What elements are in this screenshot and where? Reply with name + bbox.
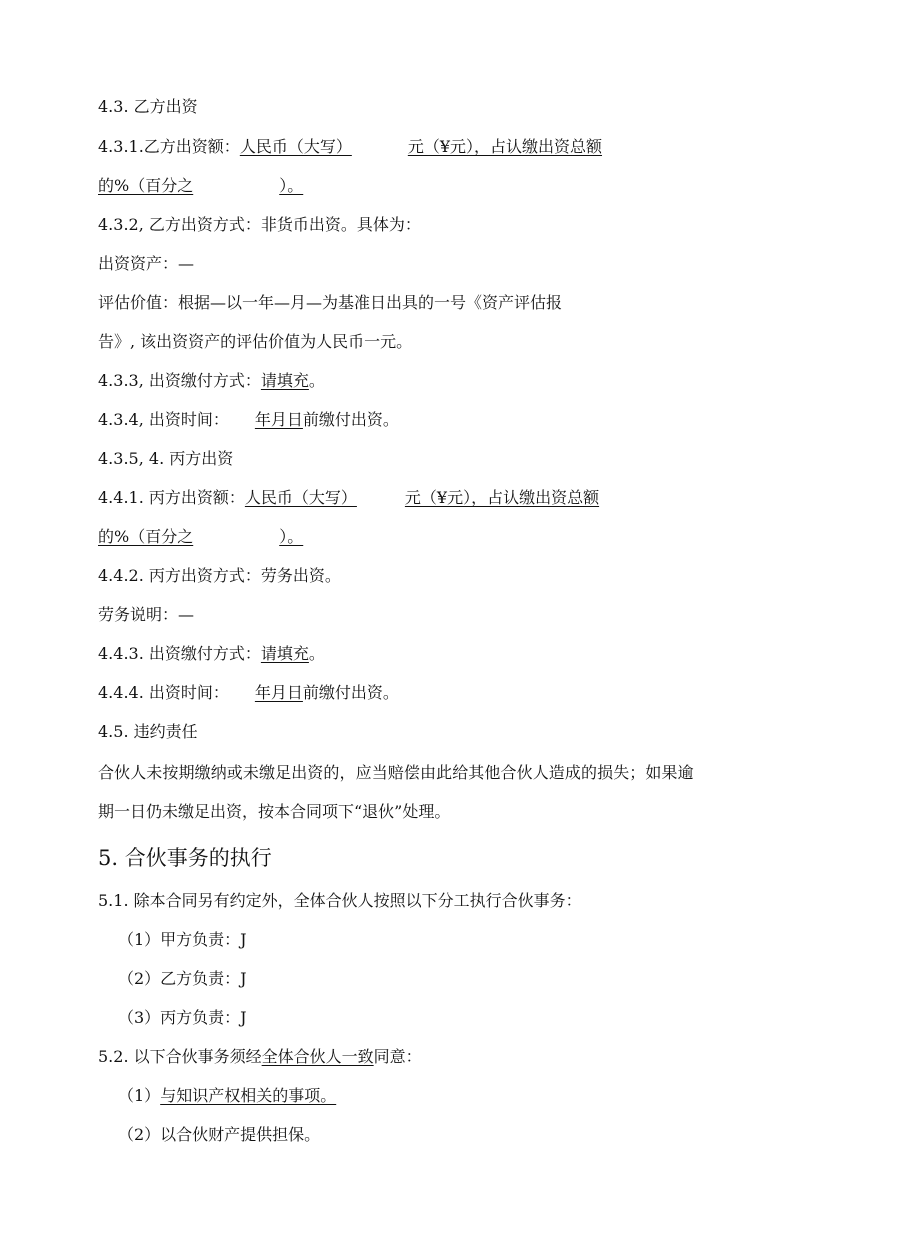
- clause-label: 4.3.3, 出资缴付方式：: [98, 371, 261, 390]
- consent-requirement: 全体合伙人一致: [261, 1047, 374, 1066]
- clause-text: 前缴付出资。: [302, 410, 399, 429]
- clause-4-5-heading: [98, 721, 198, 743]
- amount-blank: [240, 137, 602, 156]
- clause-text: 评估价值：根据—以一年—月—为基准日出具的一号《资产评估报: [98, 293, 563, 312]
- percent-blank: [98, 176, 303, 195]
- date-blank: 年月日: [254, 683, 303, 702]
- clause-4-3-heading: [98, 96, 198, 118]
- fill-in-blank: 请填充: [260, 644, 309, 663]
- clause-text: （1）甲方负责：J: [118, 930, 247, 949]
- duty-party-a: [118, 929, 247, 951]
- percent-tail: ）。: [279, 176, 304, 195]
- clause-label: 4.4.3. 出资缴付方式：: [98, 644, 261, 663]
- clause-text: 出资资产：—: [98, 254, 195, 273]
- clause-4-3-3: [98, 370, 325, 392]
- clause-text: 4.3. 乙方出资: [98, 97, 198, 116]
- clause-label: 4.3.4, 出资时间：: [98, 410, 229, 429]
- clause-text: 4.5. 违约责任: [98, 722, 198, 741]
- amount-tail: 元（¥元），占认缴出资总额: [404, 488, 600, 507]
- matter-text: 与知识产权相关的事项。: [160, 1086, 337, 1105]
- clause-text: 劳务说明：—: [98, 605, 195, 624]
- clause-text: 前缴付出资。: [302, 683, 399, 702]
- matter-item-2: [118, 1124, 320, 1146]
- clause-text: 。: [308, 371, 325, 390]
- clause-text: （2）以合伙财产提供担保。: [118, 1125, 321, 1144]
- matter-item-1: [118, 1085, 336, 1107]
- clause-4-3-2: [98, 214, 421, 236]
- percent-caption: 的%（百分之: [98, 176, 194, 195]
- clause-4-3-1-cont: [98, 175, 303, 197]
- clause-5-2: [98, 1046, 422, 1068]
- labor-description: [98, 604, 194, 626]
- duty-party-b: [118, 968, 247, 990]
- percent-blank: [98, 527, 303, 546]
- clause-label: 4.4.4. 出资时间：: [98, 683, 229, 702]
- contribution-asset: [98, 253, 194, 275]
- clause-4-4-1-cont: [98, 526, 303, 548]
- clause-4-3-5: [98, 448, 233, 470]
- clause-5-1: [98, 890, 582, 912]
- item-number: （1）: [118, 1086, 161, 1105]
- amount-caption: 人民币（大写）: [244, 488, 357, 507]
- amount-tail: 元（¥元），占认缴出资总额: [407, 137, 603, 156]
- fill-in-blank: 请填充: [260, 371, 309, 390]
- clause-4-4-1: [98, 487, 599, 509]
- clause-text: 告》, 该出资资产的评估价值为人民币一元。: [98, 332, 413, 351]
- section-5-heading: [98, 844, 272, 872]
- clause-text: 同意：: [373, 1047, 422, 1066]
- clause-label: 5.2. 以下合伙事务须经: [98, 1047, 262, 1066]
- duty-party-c: [118, 1007, 247, 1029]
- clause-4-4-2: [98, 565, 341, 587]
- date-blank: 年月日: [254, 410, 303, 429]
- clause-4-3-1: [98, 136, 602, 158]
- clause-text: （2）乙方负责：J: [118, 969, 247, 988]
- clause-4-4-4: [98, 682, 399, 704]
- assessment-value-cont: [98, 331, 412, 353]
- clause-4-3-4: [98, 409, 399, 431]
- amount-blank: [245, 488, 599, 507]
- breach-paragraph: [98, 762, 818, 784]
- section-title: 5. 合伙事务的执行: [98, 846, 272, 870]
- clause-label: 4.4.1. 丙方出资额：: [98, 488, 245, 507]
- clause-label: 4.3.1.乙方出资额：: [98, 137, 240, 156]
- percent-tail: ）。: [279, 527, 304, 546]
- clause-text: 期一日仍未缴足出资，按本合同项下“退伙”处理。: [98, 802, 451, 821]
- clause-text: 4.4.2. 丙方出资方式：劳务出资。: [98, 566, 341, 585]
- clause-text: （3）丙方负责：J: [118, 1008, 247, 1027]
- clause-4-4-3: [98, 643, 325, 665]
- assessment-value: [98, 292, 562, 314]
- clause-text: 5.1. 除本合同另有约定外，全体合伙人按照以下分工执行合伙事务：: [98, 891, 582, 910]
- clause-text: 4.3.2, 乙方出资方式：非货币出资。具体为：: [98, 215, 421, 234]
- percent-caption: 的%（百分之: [98, 527, 194, 546]
- clause-text: 合伙人未按期缴纳或未缴足出资的，应当赔偿由此给其他合伙人造成的损失；如果逾: [98, 763, 694, 782]
- breach-paragraph-cont: [98, 801, 450, 823]
- amount-caption: 人民币（大写）: [239, 137, 352, 156]
- clause-text: 。: [308, 644, 325, 663]
- clause-text: 4.3.5, 4. 丙方出资: [98, 449, 234, 468]
